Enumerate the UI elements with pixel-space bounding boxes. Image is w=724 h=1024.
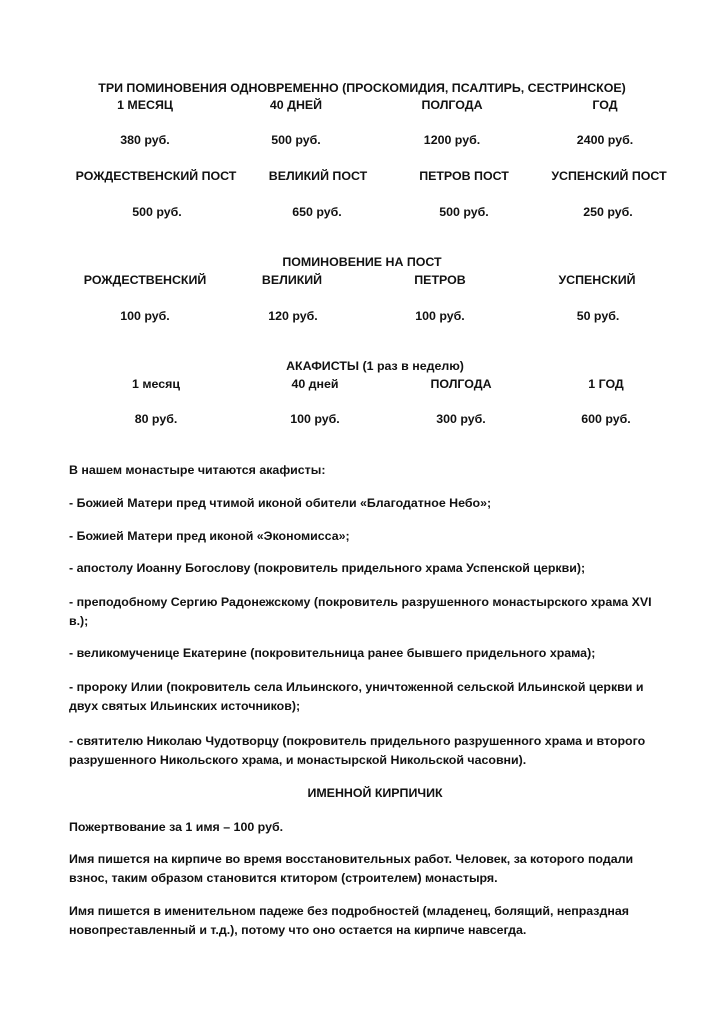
fast-label: ПЕТРОВ: [414, 273, 466, 287]
fast-price: 100 руб.: [120, 309, 170, 323]
period-label: ПОЛГОДА: [421, 98, 483, 112]
akathists-title: АКАФИСТЫ (1 раз в неделю): [286, 359, 464, 373]
fast-label: ПЕТРОВ ПОСТ: [419, 169, 509, 183]
period-label: 1 МЕСЯЦ: [117, 98, 173, 112]
fast-label: УСПЕНСКИЙ ПОСТ: [551, 169, 667, 183]
akathist-price: 80 руб.: [134, 412, 178, 426]
fast-price: 120 руб.: [268, 309, 318, 323]
fast-label: РОЖДЕСТВЕНСКИЙ ПОСТ: [75, 169, 237, 183]
paragraph: Имя пишется в именительном падеже без подробностей (младенец, болящий, непраздная новопреставленный и т.д.), потому что оно остается на кирпиче навсегда.: [69, 904, 629, 937]
fast-label: РОЖДЕСТВЕНСКИЙ: [83, 273, 207, 287]
named-brick-title: ИМЕННОЙ КИРПИЧИК: [307, 786, 443, 800]
fast-price: 50 руб.: [576, 309, 620, 323]
fast-label: УСПЕНСКИЙ: [558, 273, 636, 287]
period-price: 500 руб.: [271, 133, 321, 147]
period-label: 1 месяц: [132, 377, 180, 391]
list-item: - Божией Матери пред иконой «Экономисса»;: [69, 529, 350, 543]
period-label: 40 ДНЕЙ: [269, 98, 323, 112]
list-item: - святителю Николаю Чудотворцу (покровитель придельного разрушенного храма и второго разрушенного Никольского храма, и монастырской Никольской часовни).: [69, 734, 646, 767]
list-item: - пророку Илии (покровитель села Ильинского, уничтоженной сельской Ильинской церкви и двух святых Ильинских источников);: [69, 680, 644, 713]
akathists-intro: В нашем монастыре читаются акафисты:: [69, 463, 326, 477]
list-item: - великомученице Екатерине (покровительница ранее бывшего придельного храма);: [69, 646, 596, 660]
fast-price: 650 руб.: [292, 205, 342, 219]
period-label: 40 дней: [291, 377, 339, 391]
akathist-price: 600 руб.: [581, 412, 631, 426]
list-item: - апостолу Иоанну Богослову (покровитель придельного храма Успенской церкви);: [69, 561, 586, 575]
period-price: 380 руб.: [120, 133, 170, 147]
fast-price: 100 руб.: [415, 309, 465, 323]
period-price: 1200 руб.: [423, 133, 481, 147]
donation-text: Пожертвование за 1 имя – 100 руб.: [69, 820, 284, 834]
fast-label: ВЕЛИКИЙ ПОСТ: [268, 169, 368, 183]
paragraph: Имя пишется на кирпиче во время восстановительных работ. Человек, за которого подали взнос, таким образом становится ктитором (строителем) монастыря.: [69, 852, 634, 885]
akathist-price: 100 руб.: [290, 412, 340, 426]
list-item: - преподобному Сергию Радонежскому (покровитель разрушенного монастырского храма XVI в.);: [69, 595, 652, 628]
period-label: ПОЛГОДА: [430, 377, 492, 391]
fast-price: 500 руб.: [132, 205, 182, 219]
fast-price: 500 руб.: [439, 205, 489, 219]
list-item: - Божией Матери пред чтимой иконой обители «Благодатное Небо»;: [69, 496, 492, 510]
fast-label: ВЕЛИКИЙ: [261, 273, 323, 287]
period-label: 1 ГОД: [588, 377, 624, 391]
fast-price: 250 руб.: [583, 205, 633, 219]
fast-commemoration-title: ПОМИНОВЕНИЕ НА ПОСТ: [282, 255, 442, 269]
period-label: ГОД: [592, 98, 618, 112]
three-commemorations-title: ТРИ ПОМИНОВЕНИЯ ОДНОВРЕМЕННО (ПРОСКОМИДИЯ, ПСАЛТИРЬ, СЕСТРИНСКОЕ): [98, 81, 626, 95]
period-price: 2400 руб.: [576, 133, 634, 147]
akathist-price: 300 руб.: [436, 412, 486, 426]
